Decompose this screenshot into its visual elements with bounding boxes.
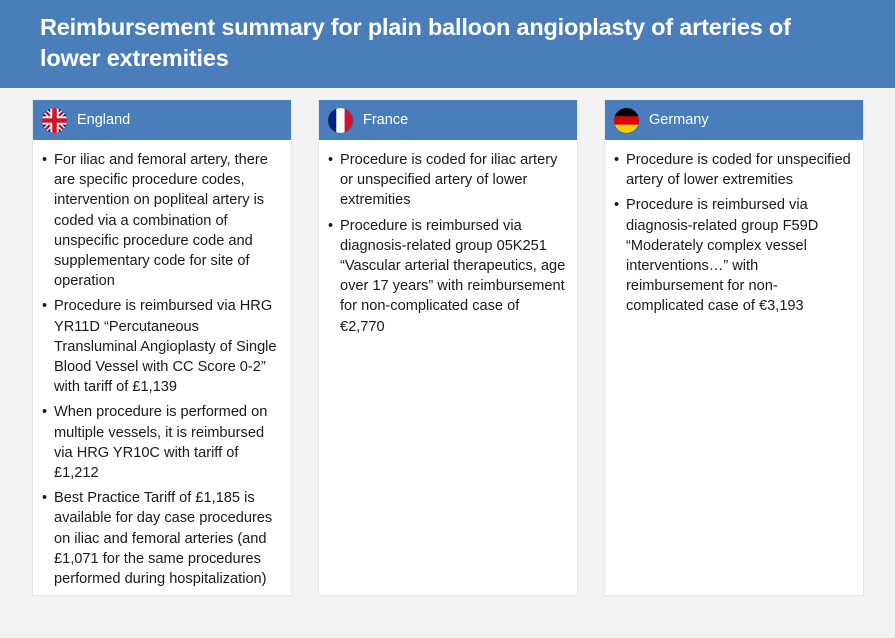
list-item: • Procedure is coded for iliac artery or unspecified artery of lower extremities [327, 150, 567, 211]
bullet-list-england [41, 150, 281, 589]
list-item: • Procedure is coded for unspecified artery of lower extremities [613, 150, 853, 190]
country-card-body-france [319, 140, 577, 595]
list-item: • For iliac and femoral artery, there are specific procedure codes, intervention on popliteal artery is coded via a combination of unspecific procedure code and supplementary code for site of operation [41, 150, 281, 291]
country-card-england [32, 100, 292, 596]
page-title: Reimbursement summary for plain balloon angioplasty of arteries of lower extremities [40, 14, 791, 71]
country-name-france: France [363, 111, 409, 128]
country-card-body-germany [605, 140, 863, 595]
country-card-body-england [33, 140, 291, 604]
country-name-germany: Germany [649, 111, 709, 128]
bullet-list-germany [613, 150, 853, 317]
list-item: • Procedure is reimbursed via diagnosis-related group 05K251 “Vascular arterial therapeutics, age over 17 years” with reimbursement for non-complicated case of €2,770 [327, 216, 567, 337]
country-card-germany [604, 100, 864, 596]
bullet-list-france [327, 150, 567, 337]
list-item: • Procedure is reimbursed via diagnosis-related group F59D “Moderately complex vessel interventions…” with reimbursement for non-complicated case of €3,193 [613, 195, 853, 316]
slide-title-band [0, 0, 895, 88]
list-item: • When procedure is performed on multiple vessels, it is reimbursed via HRG YR10C with tariff of £1,212 [41, 402, 281, 483]
flag-united-kingdom-icon [42, 108, 67, 133]
country-name-england: England [77, 111, 131, 128]
list-item: • Best Practice Tariff of £1,185 is available for day case procedures on iliac and femoral arteries (and £1,071 for the same procedures performed during hospitalization) [41, 488, 281, 589]
flag-germany-icon [614, 108, 639, 133]
country-card-france [318, 100, 578, 596]
country-card-header-france [319, 100, 577, 140]
country-columns [32, 100, 864, 596]
country-card-header-germany [605, 100, 863, 140]
list-item: • Procedure is reimbursed via HRG YR11D “Percutaneous Transluminal Angioplasty of Single Blood Vessel with CC Score 0-2” with tariff of £1,139 [41, 296, 281, 397]
flag-france-icon [328, 108, 353, 133]
country-card-header-england [33, 100, 291, 140]
